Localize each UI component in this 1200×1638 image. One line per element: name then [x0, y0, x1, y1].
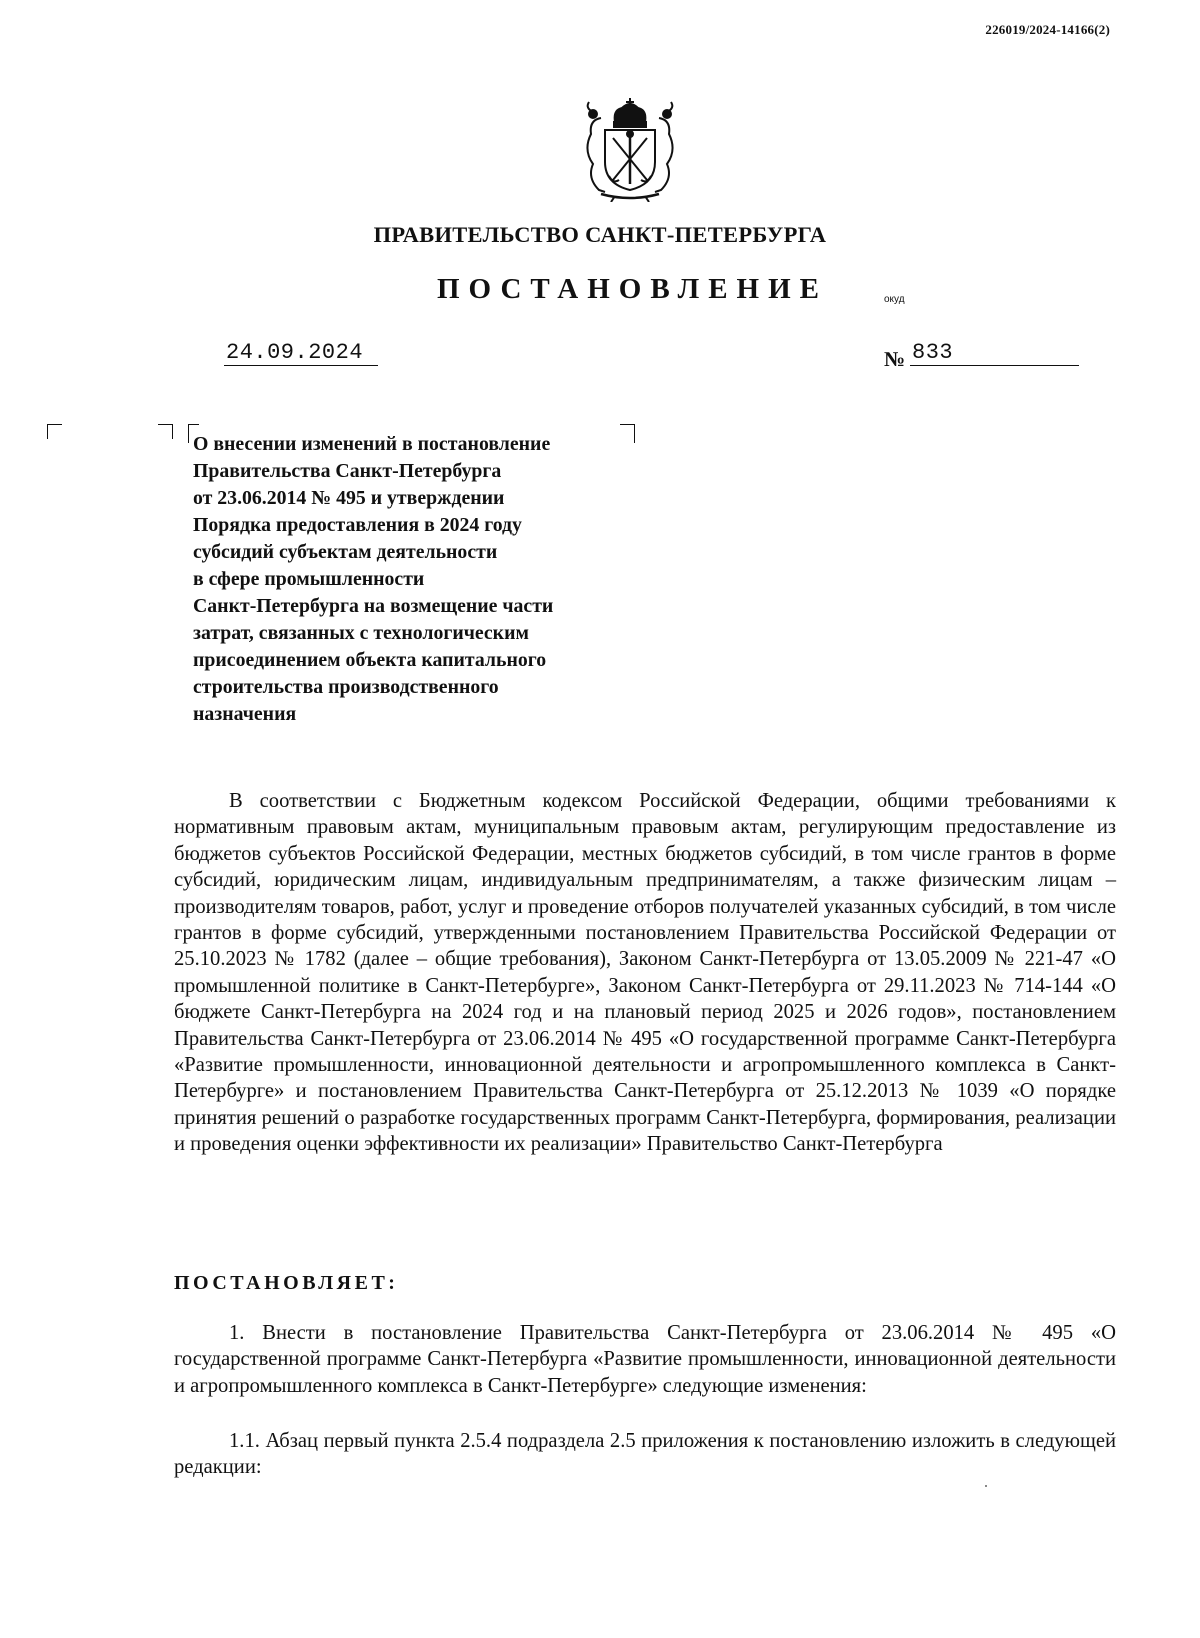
document-number-label: № [884, 347, 906, 371]
clause-1-1: 1.1. Абзац первый пункта 2.5.4 подраздела 2.5 приложения к постановлению изложить в следующей редакции: [174, 1430, 1116, 1479]
document-date: 24.09.2024 [224, 340, 378, 366]
clause-1: 1. Внести в постановление Правительства Санкт-Петербурга от 23.06.2014 № 495 «О государственной программе Санкт-Петербурга «Развитие промышленности, инновационной деятельности и агропромышленного комплекса в Санкт-Петербурге» следующие изменения: [174, 1322, 1116, 1397]
subject-line: в сфере промышленности [193, 568, 425, 590]
okud-label: окуд [884, 294, 905, 305]
subject-line: Правительства Санкт-Петербурга [193, 460, 502, 482]
document-subject [193, 431, 633, 728]
subject-line: от 23.06.2014 № 495 и утверждении [193, 487, 505, 509]
resolves-heading: ПОСТАНОВЛЯЕТ: [174, 1272, 399, 1294]
document-type: ПОСТАНОВЛЕНИЕ [437, 273, 829, 305]
scan-speck [985, 1485, 987, 1487]
saint-petersburg-coat-of-arms-icon [575, 98, 685, 202]
subject-line: назначения [193, 703, 297, 725]
subject-line: О внесении изменений в постановление [193, 433, 551, 455]
registration-number: 226019/2024-14166(2) [985, 22, 1110, 37]
preamble-paragraph: В соответствии с Бюджетным кодексом Российской Федерации, общими требованиями к нормативным правовым актам, муниципальным правовым актам, регулирующим предоставление из бюджетов субъектов Российской Федерации, местных бюджетов субсидий, в том числе грантов в форме субсидий, юридическим лицам, индивидуальным предпринимателям, а также физическим лицам – производителям товаров, работ, услуг и проведение отборов получателей указанных субсидий, в том числе грантов в форме субсидий, утвержденными постановлением Правительства Российской Федерации от 25.10.2023 № 1782 (далее – общие требования), Законом Санкт-Петербурга от 13.05.2009 № 221-47 «О промышленной политике в Санкт-Петербурге», Законом Санкт-Петербурга от 29.11.2023 № 714-144 «О бюджете Санкт-Петербурга на 2024 год и на плановый период 2025 и 2026 годов», постановлением Правительства Санкт-Петербурга от 23.06.2014 № 495 «О государственной программе Санкт-Петербурга «Развитие промышленности, инновационной деятельности и агропромышленного комплекса в Санкт-Петербурге» и постановлением Правительства Санкт-Петербурга от 25.12.2013 № 1039 «О порядке принятия решений о разработке государственных программ Санкт-Петербурга, формирования, реализации и проведения оценки эффективности их реализации» Правительство Санкт-Петербурга [174, 790, 1116, 1156]
subject-line: субсидий субъектам деятельности [193, 541, 498, 563]
document-number: 833 [910, 340, 1079, 366]
subject-line: Порядка предоставления в 2024 году [193, 514, 522, 536]
subject-line: затрат, связанных с технологическим [193, 622, 529, 644]
margin-corner-mark [47, 424, 62, 439]
margin-corner-mark [158, 424, 173, 439]
subject-line: Санкт-Петербурга на возмещение части [193, 595, 554, 617]
subject-line: строительства производственного [193, 676, 499, 698]
government-title: ПРАВИТЕЛЬСТВО САНКТ-ПЕТЕРБУРГА [373, 222, 827, 247]
subject-line: присоединением объекта капитального [193, 649, 547, 671]
